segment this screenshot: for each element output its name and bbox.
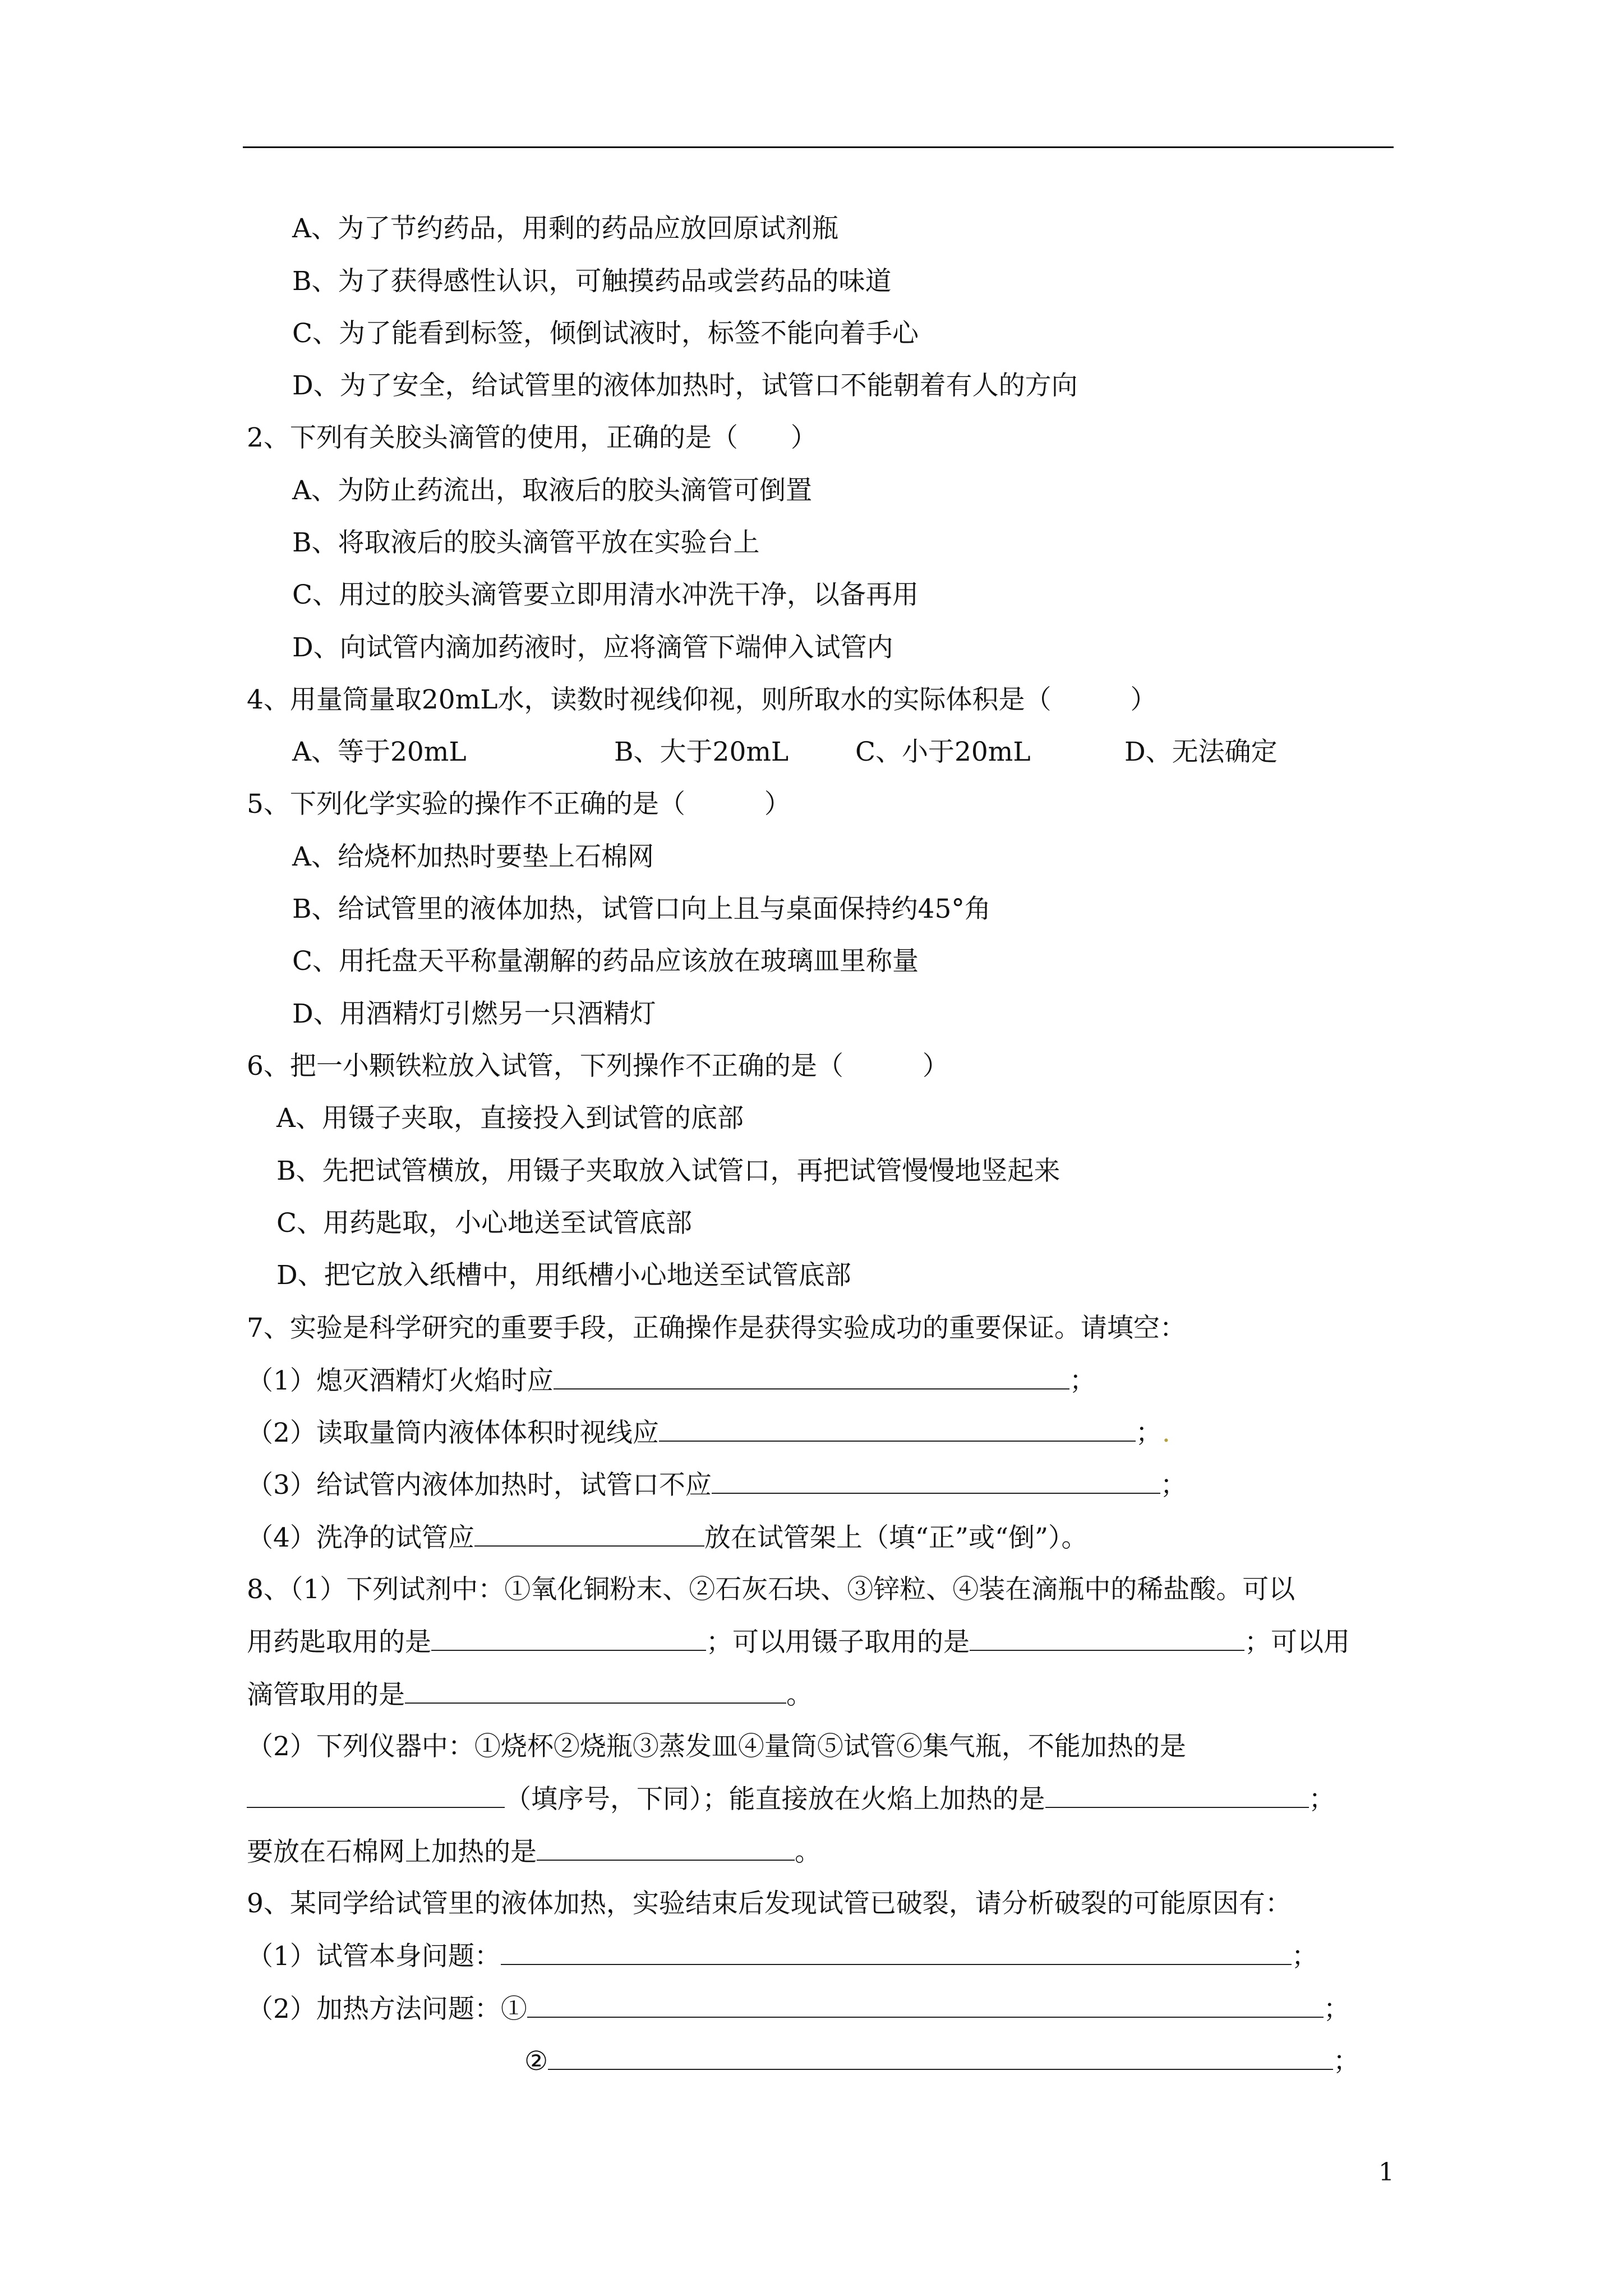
q7-part-1: （1）熄灭酒精灯火焰时应 ； <box>247 1364 1096 1398</box>
q1-option-b: B、为了获得感性认识，可触摸药品或尝药品的味道 <box>292 266 892 297</box>
q5-stem: 5、下列化学实验的操作不正确的是（ ） <box>247 789 791 820</box>
q7-blank-1[interactable] <box>554 1364 1069 1389</box>
q7-part-4: （4）洗净的试管应 放在试管架上（填“正”或“倒”）。 <box>247 1521 1088 1555</box>
q7-blank-2[interactable] <box>659 1416 1136 1442</box>
q7-stem: 7、实验是科学研究的重要手段，正确操作是获得实验成功的重要保证。请填空： <box>247 1313 1186 1343</box>
q7-part-3: （3）给试管内液体加热时，试管口不应 ； <box>247 1468 1187 1502</box>
q8-blank-direct-heat[interactable] <box>1045 1782 1309 1808</box>
q9-blank-3[interactable] <box>548 2044 1333 2070</box>
q8-line-2: 用药匙取用的是 ；可以用镊子取用的是 ；可以用 <box>247 1625 1350 1659</box>
q8-line-4: （2）下列仪器中：①烧杯②烧瓶③蒸发皿④量筒⑤试管⑥集气瓶，不能加热的是 <box>247 1731 1186 1762</box>
q4-option-c: C、小于20mL <box>855 737 1031 767</box>
q8-blank-spoon[interactable] <box>431 1625 706 1651</box>
q7-part-2: （2）读取量筒内液体体积时视线应 ；. <box>247 1416 1170 1450</box>
q4-option-a: A、等于20mL <box>292 737 467 767</box>
q7-blank-3[interactable] <box>712 1468 1160 1494</box>
q1-option-c: C、为了能看到标签，倾倒试液时，标签不能向着手心 <box>292 318 919 349</box>
q9-blank-2[interactable] <box>527 1992 1324 2018</box>
q5-option-a: A、给烧杯加热时要垫上石棉网 <box>292 841 654 872</box>
q2-option-c: C、用过的胶头滴管要立即用清水冲洗干净，以备再用 <box>292 579 919 610</box>
q2-stem: 2、下列有关胶头滴管的使用，正确的是（ ） <box>247 422 817 453</box>
q5-option-c: C、用托盘天平称量潮解的药品应该放在玻璃皿里称量 <box>292 946 919 977</box>
q8-blank-tweezers[interactable] <box>970 1625 1244 1651</box>
q9-part-1: （1）试管本身问题： ； <box>247 1939 1318 1973</box>
q6-stem: 6、把一小颗铁粒放入试管，下列操作不正确的是（ ） <box>247 1051 949 1082</box>
q8-line-5: （填序号，下同）；能直接放在火焰上加热的是 ； <box>247 1782 1335 1816</box>
q9-part-2: （2）加热方法问题：① ； <box>247 1992 1350 2026</box>
q9-stem: 9、某同学给试管里的液体加热，实验结束后发现试管已破裂，请分析破裂的可能原因有： <box>247 1888 1292 1919</box>
page-number: 1 <box>1378 2158 1394 2187</box>
q4-option-d: D、无法确定 <box>1124 737 1278 767</box>
q1-option-d: D、为了安全，给试管里的液体加热时，试管口不能朝着有人的方向 <box>292 370 1078 401</box>
q9-blank-1[interactable] <box>501 1939 1292 1965</box>
q9-part-2-item-2: ② ； <box>524 2044 1359 2078</box>
q1-option-a: A、为了节约药品，用剩的药品应放回原试剂瓶 <box>292 213 838 244</box>
q2-option-b: B、将取液后的胶头滴管平放在实验台上 <box>292 527 760 558</box>
q6-option-a: A、用镊子夹取，直接投入到试管的底部 <box>276 1103 744 1134</box>
q8-line-3: 滴管取用的是 。 <box>247 1678 813 1712</box>
q8-line-6: 要放在石棉网上加热的是 。 <box>247 1835 821 1869</box>
q5-option-b: B、给试管里的液体加热，试管口向上且与桌面保持约45°角 <box>292 894 991 924</box>
q4-stem: 4、用量筒量取20mL水，读数时视线仰视，则所取水的实际体积是（ ） <box>247 684 1157 715</box>
q2-option-a: A、为防止药流出，取液后的胶头滴管可倒置 <box>292 475 812 506</box>
header-rule <box>243 146 1394 148</box>
q2-option-d: D、向试管内滴加药液时，应将滴管下端伸入试管内 <box>292 632 893 663</box>
q6-option-d: D、把它放入纸槽中，用纸槽小心地送至试管底部 <box>276 1260 851 1291</box>
q7-blank-4[interactable] <box>474 1521 704 1547</box>
q8-blank-dropper[interactable] <box>405 1678 786 1704</box>
q8-line-1: 8、（1）下列试剂中：①氧化铜粉末、②石灰石块、③锌粒、④装在滴瓶中的稀盐酸。可以 <box>247 1574 1295 1605</box>
q8-blank-gauze-heat[interactable] <box>537 1835 795 1861</box>
q8-blank-no-heat[interactable] <box>247 1782 505 1808</box>
q6-option-b: B、先把试管横放，用镊子夹取放入试管口，再把试管慢慢地竖起来 <box>276 1156 1061 1186</box>
q4-option-b: B、大于20mL <box>614 737 789 767</box>
q5-option-d: D、用酒精灯引燃另一只酒精灯 <box>292 999 656 1029</box>
q6-option-c: C、用药匙取，小心地送至试管底部 <box>276 1208 692 1239</box>
